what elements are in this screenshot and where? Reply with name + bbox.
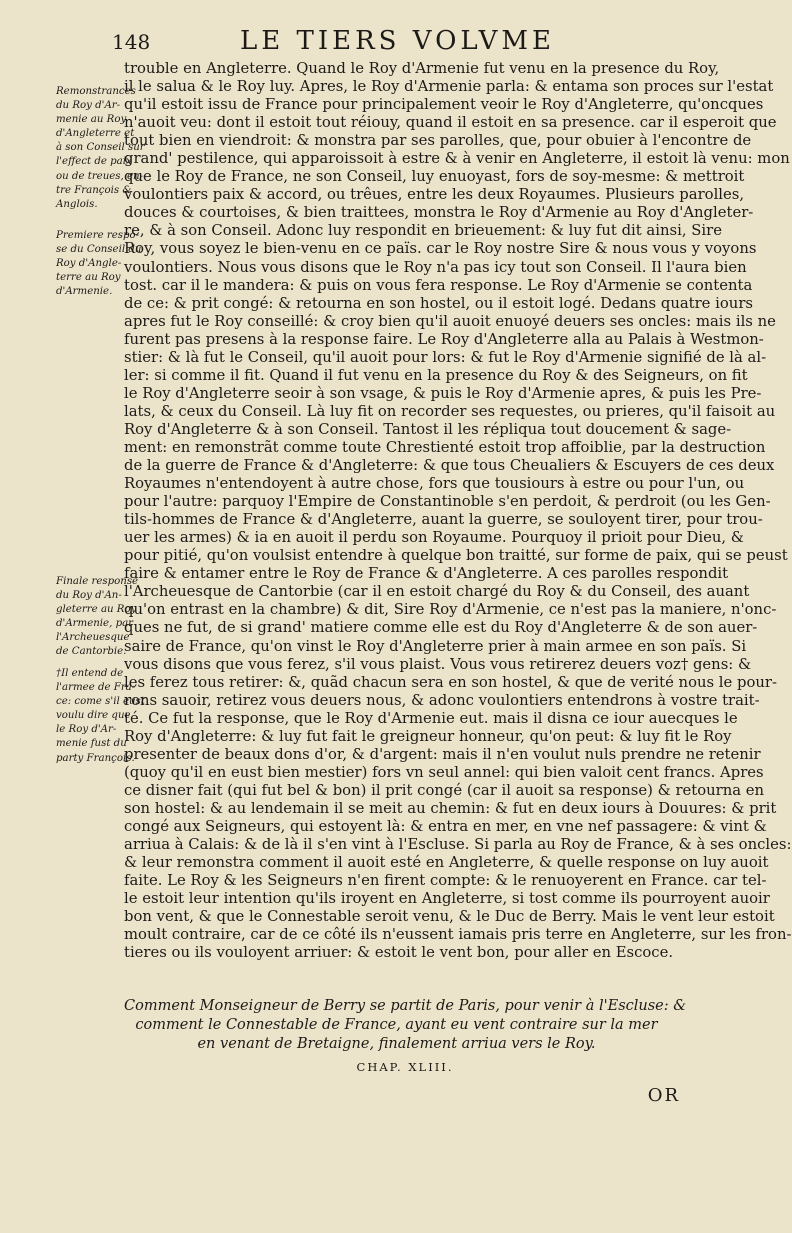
catchword: OR	[647, 1085, 680, 1106]
text-line: (quoy qu'il en eust bien mestier) fors vn seul annel: qui bien valoit cent francs. Apres	[124, 763, 764, 781]
text-line: voulontiers paix & accord, ou trêues, entre les deux Royaumes. Plusieurs parolles,	[124, 186, 745, 204]
margin-note-line: du Roy d'Ar-	[56, 100, 121, 112]
running-head: LE TIERS VOLVME	[240, 26, 555, 56]
margin-note	[56, 229, 142, 299]
text-line: que le Roy de France, ne son Conseil, luy enuoyast, fors de soy-mesme: & mettroit	[124, 168, 745, 186]
margin-note	[56, 575, 139, 660]
text-line: de ce: & prit congé: & retourna en son hostel, ou il estoit logé. Dedans quatre iours	[124, 294, 753, 312]
text-line: les ferez tous retirer: &, quãd chacun sera en son hostel, & que de verité nous le pour-	[124, 673, 777, 691]
margin-note-line: Roy d'Angle-	[56, 258, 122, 270]
text-line: ce disner fait (qui fut bel & bon) il prit congé (car il auoit sa response) & retourna en	[124, 781, 765, 799]
text-line: de la guerre de France & d'Angleterre: & que tous Cheualiers & Escuyers de ces deux	[124, 457, 775, 475]
text-line: pour l'autre: parquoy l'Empire de Constantinoble s'en perdoit, & perdroit (ou les Gen-	[124, 493, 771, 511]
margin-note-line: terre au Roy	[56, 272, 121, 284]
text-line: le estoit leur intention qu'ils iroyent en Angleterre, si tost comme ils pourroyent auoir	[124, 890, 770, 908]
text-line: faite. Le Roy & les Seigneurs n'en firent compte: & le renuoyerent en France. car tel-	[124, 872, 767, 890]
margin-note	[56, 85, 145, 212]
margin-note-line: Premiere respõ-	[56, 230, 140, 241]
margin-note-line: l'effect de paix	[56, 156, 132, 168]
page-number: 148	[112, 30, 151, 54]
text-line: & leur remonstra comment il auoit esté en Angleterre, & quelle response on luy auoit	[124, 854, 769, 872]
chapter-label: CHAP. XLIII.	[356, 1060, 454, 1074]
text-line: apres fut le Roy conseillé: & croy bien qu'il auoit enuoyé deuers ses oncles: mais ils ne	[124, 312, 776, 330]
margin-note-line: le Roy d'Ar-	[56, 724, 117, 736]
chapter-heading	[124, 997, 687, 1054]
text-line: bon vent, & que le Connestable seroit venu, & le Duc de Berry. Mais le vent leur estoit	[124, 908, 775, 926]
margin-note-line: menie au Roy	[56, 114, 127, 126]
text-line: grand' pestilence, qui apparoissoit à estre & à venir en Angleterre, il estoit là venu: mon	[124, 150, 790, 168]
margin-note-line: d'Armenie, par	[56, 618, 134, 630]
text-line: saire de France, qu'on vinst le Roy d'Angleterre prier à main armee en son païs. Si	[124, 637, 747, 655]
margin-note-line: d'Angleterre et	[56, 128, 135, 140]
text-line: tils-hommes de France & d'Angleterre, auant la guerre, se souloyent tirer, pour trou-	[124, 511, 763, 529]
margin-note-line: menie fust du	[56, 738, 127, 750]
chapter-heading-line: Comment Monseigneur de Berry se partit de Paris, pour venir à l'Escluse: &	[124, 998, 687, 1014]
chapter-heading-line: en venant de Bretaigne, finalement arriua vers le Roy.	[197, 1036, 596, 1052]
margin-note-line: †Il entend de	[56, 668, 124, 679]
text-line: presenter de beaux dons d'or, & d'argent: mais il n'en voulut nuls prendre ne retenir	[124, 745, 761, 763]
text-line: ment: en remonstrãt comme toute Chrestienté estoit trop affoiblie, par la destruction	[124, 438, 766, 456]
text-line: ler: si comme il fit. Quand il fut venu en la presence du Roy & des Seigneurs, on fit	[124, 366, 748, 384]
margin-note-line: de Cantorbie.	[56, 646, 127, 658]
margin-note-line: à son Conseil sur	[56, 142, 145, 154]
margin-note-line: l'Archeuesque	[56, 632, 130, 644]
margin-note-line: gleterre au Roy	[56, 604, 137, 616]
text-line: l'Archeuesque de Cantorbie (car il en estoit chargé du Roy & du Conseil, des auant	[124, 583, 750, 601]
margin-note-line: party François.	[56, 752, 135, 764]
text-line: furent pas presens à la response faire. Le Roy d'Angleterre alla au Palais à Westmon-	[124, 330, 764, 348]
text-line: Roy, vous soyez le bien-venu en ce païs. car le Roy nostre Sire & nous vous y voyons	[124, 240, 757, 258]
text-line: re, & à son Conseil. Adonc luy respondit en brieuement: & luy fut dit ainsi, Sire	[124, 222, 722, 240]
text-line: vous disons que vous ferez, s'il vous plaist. Vous vous retirerez deuers voz† gens: &	[124, 655, 752, 673]
margin-note-line: se du Conseil du	[56, 244, 142, 256]
text-line: tost. car il le mandera: & puis on vous fera response. Le Roy d'Armenie se contenta	[124, 276, 753, 294]
text-line: qu'il estoit issu de France pour principalement veoir le Roy d'Angleterre, qu'oncques	[124, 96, 764, 114]
chapter-heading-line: comment le Connestable de France, ayant eu vent contraire sur la mer	[135, 1017, 658, 1033]
margin-note-line: ce: come s'il eust	[56, 696, 145, 708]
text-line: tout bien en viendroit: & monstra par ses parolles, que, pour obuier à l'encontre de	[124, 132, 752, 150]
text-line: ques ne fut, de si grand' matiere comme elle est du Roy d'Angleterre & de son auer-	[124, 619, 758, 637]
margin-note-line: d'Armenie.	[56, 286, 113, 298]
text-line: voulontiers. Nous vous disons que le Roy n'a pas icy tout son Conseil. Il l'aura bien	[124, 258, 747, 276]
text-line: n'auoit veu: dont il estoit tout réiouy, quand il estoit en sa presence. car il esperoit que	[124, 114, 777, 132]
text-line: té. Ce fut la response, que le Roy d'Armenie eut. mais il disna ce iour auecques le	[124, 709, 738, 727]
margin-note-line: du Roy d'An-	[56, 590, 122, 602]
text-line: rons sauoir, retirez vous deuers nous, & adonc voulontiers entendrons à vostre trait-	[124, 691, 760, 709]
margin-note-line: Anglois.	[56, 198, 98, 210]
text-line: pour pitié, qu'on voulsist entendre à quelque bon traitté, sur forme de paix, qui se peust	[124, 547, 788, 565]
text-line: stier: & là fut le Conseil, qu'il auoit pour lors: & fut le Roy d'Armenie signifié de là al-	[124, 348, 767, 366]
text-line: arriua à Calais: & de là il s'en vint à l'Escluse. Si parla au Roy de France, & à ses oncles:	[124, 836, 792, 854]
text-line: il le salua & le Roy luy. Apres, le Roy d'Armenie parla: & entama son proces sur l'estat	[124, 78, 774, 96]
text-line: douces & courtoises, & bien traittees, monstra le Roy d'Armenie au Roy d'Angleter-	[124, 204, 754, 222]
text-line: congé aux Seigneurs, qui estoyent là: & entra en mer, en vne nef passagere: & vint &	[124, 817, 767, 835]
text-line: le Roy d'Angleterre seoir à son vsage, & puis le Roy d'Armenie apres, & puis les Pre-	[124, 384, 762, 402]
margin-note	[56, 667, 145, 766]
margin-note-line: ou de treues, en-	[56, 170, 144, 182]
text-line: Royaumes n'entendoyent à autre chose, fors que tousiours à estre ou pour l'un, ou	[124, 475, 745, 493]
text-line: trouble en Angleterre. Quand le Roy d'Armenie fut venu en la presence du Roy,	[124, 60, 720, 77]
text-line: moult contraire, car de ce côté ils n'eussent iamais pris terre en Angleterre, sur les fron-	[124, 926, 792, 944]
text-line: faire & entamer entre le Roy de France & d'Angleterre. A ces parolles respondit	[124, 565, 729, 583]
margin-note-line: tre François &	[56, 184, 132, 196]
text-line: son hostel: & au lendemain il se meit au chemin: & fut en deux iours à Douures: & prit	[124, 799, 777, 817]
margin-note-line: Finale response	[56, 576, 139, 587]
margin-note-line: voulu dire que	[56, 710, 131, 722]
text-line: Roy d'Angleterre: & luy fut fait le greigneur honneur, qu'on peut: & luy fit le Roy	[124, 727, 732, 745]
text-line: lats, & ceux du Conseil. Là luy fit on recorder ses requestes, ou prieres, qu'il faisoit au	[124, 402, 776, 420]
text-line: Roy d'Angleterre & à son Conseil. Tantost il les répliqua tout doucement & sage-	[124, 420, 732, 438]
text-line: uer les armes) & ia en auoit il perdu son Royaume. Pourquoy il prioit pour Dieu, &	[124, 529, 744, 547]
text-line: qu'on entrast en la chambre) & dit, Sire Roy d'Armenie, ce n'est pas la maniere, n'onc-	[124, 601, 777, 619]
text-line: tieres ou ils vouloyent arriuer: & estoit le vent bon, pour aller en Escoce.	[124, 944, 674, 962]
margin-note-line: Remonstrances	[56, 86, 136, 97]
margin-note-line: l'armee de Fra-	[56, 682, 136, 694]
body-text	[124, 60, 792, 962]
